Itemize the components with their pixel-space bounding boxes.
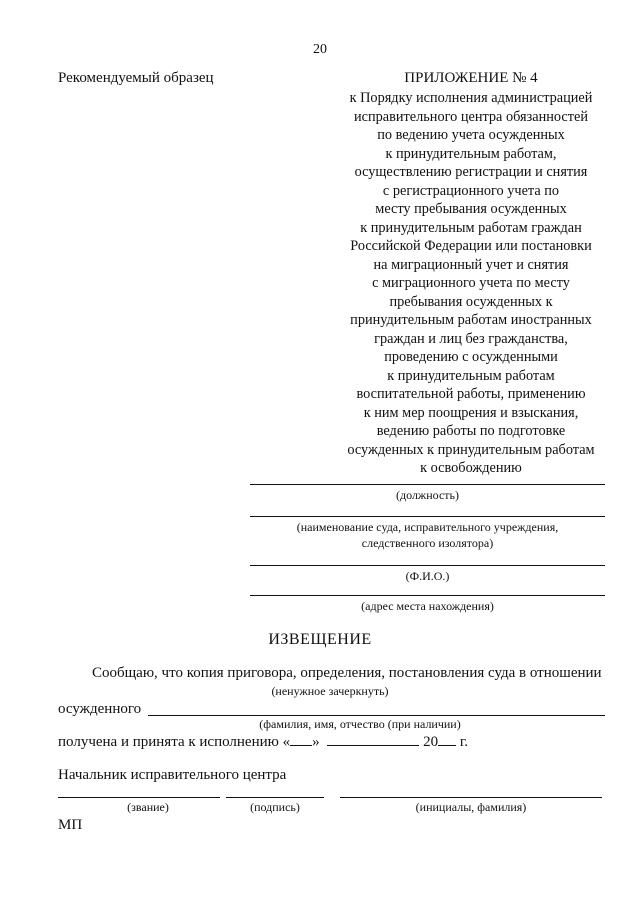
day-field[interactable] [290, 733, 312, 746]
initials-caption: (инициалы, фамилия) [415, 800, 527, 814]
appendix-line: проведению с осужденными [384, 349, 558, 365]
institution-line[interactable] [250, 516, 605, 517]
appendix-line: пребывания осужденных к [389, 293, 553, 310]
appendix-line: на миграционный учет и снятия [373, 256, 569, 273]
appendix-line: с миграционного учета по месту [372, 275, 570, 291]
appendix-line: ведению работы по подготовке [376, 423, 566, 439]
received-row [58, 733, 468, 751]
initials-line[interactable] [340, 797, 602, 798]
year-prefix: 20 [423, 734, 439, 750]
appendix-line: к Порядку исполнения администрацией [349, 90, 593, 106]
appendix-line: к принудительным работам, [385, 145, 557, 162]
appendix-line: осужденных к принудительным работам [347, 441, 595, 458]
appendix-line: воспитательной работы, применению [356, 386, 586, 402]
received-prefix: получена и принята к исполнению « [58, 734, 291, 750]
stamp-label: МП [58, 817, 83, 833]
notice-title: ИЗВЕЩЕНИЕ [268, 631, 372, 648]
year-suffix: г. [459, 734, 469, 750]
institution-caption: (наименование суда, исправительного учреждения, [296, 520, 559, 534]
notice-sentence: Сообщаю, что копия приговора, определения, постановления суда в отношении [92, 665, 602, 681]
rank-line[interactable] [58, 797, 220, 798]
appendix-line: к принудительным работам граждан [360, 219, 582, 236]
appendix-line: осуществлению регистрации и снятия [354, 164, 588, 180]
received-mid: » [312, 734, 320, 750]
head-label: Начальник исправительного центра [58, 767, 287, 783]
appendix-body [332, 89, 610, 478]
year-field[interactable] [438, 733, 456, 746]
convict-name-line[interactable] [148, 715, 605, 716]
appendix-line: месту пребывания осужденных [375, 201, 567, 217]
rank-caption: (звание) [127, 800, 169, 814]
institution-caption-2: следственного изолятора) [361, 536, 494, 550]
page-number: 20 [313, 42, 327, 57]
fio-caption: (Ф.И.О.) [405, 569, 450, 583]
month-field[interactable] [327, 733, 419, 746]
appendix-line: граждан и лиц без гражданства, [374, 330, 568, 347]
appendix-line: к освобождению [420, 460, 522, 476]
position-caption: (должность) [396, 488, 459, 502]
address-caption: (адрес места нахождения) [361, 599, 494, 613]
appendix-line: принудительным работам иностранных [350, 312, 592, 328]
signature-caption: (подпись) [250, 800, 300, 814]
fio-line[interactable] [250, 565, 605, 566]
sample-label: Рекомендуемый образец [58, 70, 214, 86]
address-line[interactable] [250, 595, 605, 596]
convict-label: осужденного [58, 701, 142, 717]
appendix-title: ПРИЛОЖЕНИЕ № 4 [404, 70, 538, 86]
position-line[interactable] [250, 484, 605, 485]
appendix-line: с регистрационного учета по [382, 182, 560, 199]
appendix-line: исправительного центра обязанностей [354, 108, 588, 125]
signature-line[interactable] [226, 797, 324, 798]
appendix-line: к принудительным работам [387, 367, 555, 384]
fullname-caption: (фамилия, имя, отчество (при наличии) [259, 717, 461, 731]
appendix-line: по ведению учета осужденных [377, 127, 565, 143]
appendix-line: Российской Федерации или постановки [350, 238, 592, 254]
appendix-line: к ним мер поощрения и взыскания, [363, 404, 579, 421]
strike-note: (ненужное зачеркнуть) [271, 684, 389, 698]
